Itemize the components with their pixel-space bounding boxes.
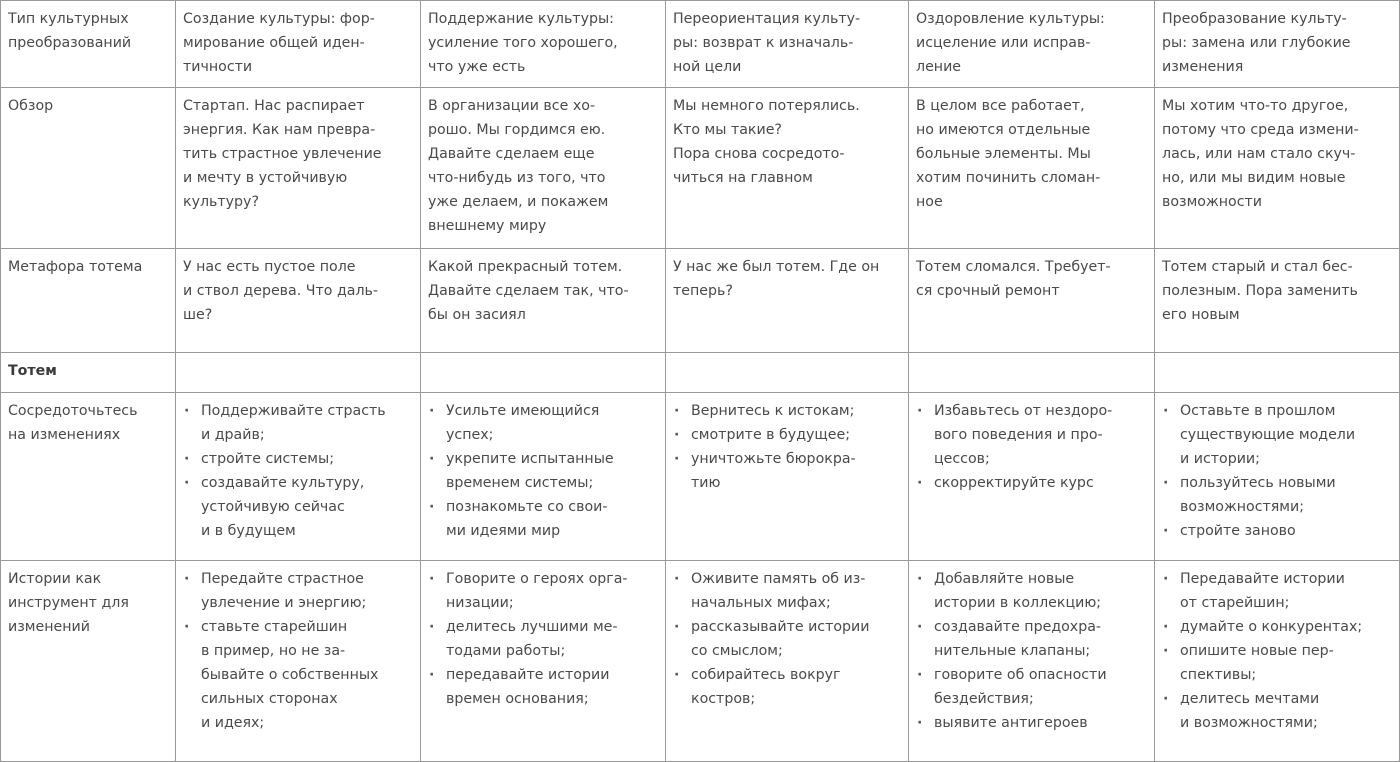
list-item: · передавайте истории времен основания;: [428, 663, 658, 711]
table-cell: Тотем старый и стал бес- полезным. Пора заменить его новым: [1155, 249, 1400, 353]
list-item: · Говорите о героях орга- низации;: [428, 567, 658, 615]
header-cell-maintain: Поддержание культуры: усиление того хорошего, что уже есть: [421, 1, 666, 88]
list-item: · делитесь мечтами и возможностями;: [1162, 687, 1392, 735]
table-cell: Мы хотим что-то другое, потому что среда измени- лась, или нам стало скуч- но, или мы видим новые возможности: [1155, 88, 1400, 249]
list-item: · Поддерживайте страсть и драйв;: [183, 399, 413, 447]
table-cell: Тотем сломался. Требует- ся срочный ремонт: [909, 249, 1155, 353]
table-cell: Какой прекрасный тотем. Давайте сделаем так, что- бы он засиял: [421, 249, 666, 353]
empty-cell: [176, 353, 421, 393]
table-cell: Мы немного потерялись. Кто мы такие? Пора снова сосредото- читься на главном: [666, 88, 909, 249]
section-row-totem: [1, 353, 1400, 393]
list-item: · создавайте культуру, устойчивую сейчас и в будущем: [183, 471, 413, 543]
table-row-focus: [1, 393, 1400, 561]
header-cell-create: Создание культуры: фор- мирование общей иден- тичности: [176, 1, 421, 88]
bullet-cell: [666, 561, 909, 762]
table-row-overview: [1, 88, 1400, 249]
list-item: · рассказывайте истории со смыслом;: [673, 615, 901, 663]
empty-cell: [1155, 353, 1400, 393]
list-item: · уничтожьте бюрокра- тию: [673, 447, 901, 495]
list-item: · стройте системы;: [183, 447, 413, 471]
table-row-stories: [1, 561, 1400, 762]
empty-cell: [909, 353, 1155, 393]
list-item: · создавайте предохра- нительные клапаны;: [916, 615, 1147, 663]
bullet-cell: [1155, 393, 1400, 561]
bullet-cell: [909, 561, 1155, 762]
table-row-metaphor: [1, 249, 1400, 353]
bullet-cell: [421, 393, 666, 561]
list-item: · Вернитесь к истокам;: [673, 399, 901, 423]
bullet-cell: [909, 393, 1155, 561]
list-item: · ставьте старейшин в пример, но не за- бывайте о собственных сильных сторонах и идеях;: [183, 615, 413, 735]
bullet-cell: [176, 561, 421, 762]
table-cell: Стартап. Нас распирает энергия. Как нам превра- тить страстное увлечение и мечту в устойчивую культуру?: [176, 88, 421, 249]
table-cell: У нас же был тотем. Где он теперь?: [666, 249, 909, 353]
section-label-totem: Тотем: [1, 353, 176, 393]
list-item: · Передайте страстное увлечение и энергию;: [183, 567, 413, 615]
bullet-cell: [421, 561, 666, 762]
list-item: · скорректируйте курс: [916, 471, 1147, 495]
row-label-focus: Сосредоточьтесь на изменениях: [1, 393, 176, 561]
list-item: · выявите антигероев: [916, 711, 1147, 735]
list-item: · делитесь лучшими ме- тодами работы;: [428, 615, 658, 663]
row-label-overview: Обзор: [1, 88, 176, 249]
list-item: · Передавайте истории от старейшин;: [1162, 567, 1392, 615]
list-item: · собирайтесь вокруг костров;: [673, 663, 901, 711]
table-cell: В целом все работает, но имеются отдельные больные элементы. Мы хотим починить сломан- ное: [909, 88, 1155, 249]
empty-cell: [666, 353, 909, 393]
header-cell-type: Тип культурных преобразований: [1, 1, 176, 88]
table-cell: У нас есть пустое поле и ствол дерева. Что даль- ше?: [176, 249, 421, 353]
list-item: · Добавляйте новые истории в коллекцию;: [916, 567, 1147, 615]
empty-cell: [421, 353, 666, 393]
list-item: · опишите новые пер- спективы;: [1162, 639, 1392, 687]
bullet-cell: [1155, 561, 1400, 762]
list-item: · стройте заново: [1162, 519, 1392, 543]
list-item: · думайте о конкурентах;: [1162, 615, 1392, 639]
row-label-metaphor: Метафора тотема: [1, 249, 176, 353]
list-item: · Усильте имеющийся успех;: [428, 399, 658, 447]
list-item: · Избавьтесь от нездоро- вого поведения и про- цессов;: [916, 399, 1147, 471]
list-item: · пользуйтесь новыми возможностями;: [1162, 471, 1392, 519]
list-item: · познакомьте со свои- ми идеями мир: [428, 495, 658, 543]
bullet-cell: [176, 393, 421, 561]
row-label-stories: Истории как инструмент для изменений: [1, 561, 176, 762]
list-item: · смотрите в будущее;: [673, 423, 901, 447]
header-cell-reorient: Переориентация культу- ры: возврат к изначаль- ной цели: [666, 1, 909, 88]
header-cell-heal: Оздоровление культуры: исцеление или исправ- ление: [909, 1, 1155, 88]
list-item: · Оживите память об из- начальных мифах;: [673, 567, 901, 615]
list-item: · говорите об опасности бездействия;: [916, 663, 1147, 711]
bullet-cell: [666, 393, 909, 561]
list-item: · Оставьте в прошлом существующие модели и истории;: [1162, 399, 1392, 471]
header-cell-transform: Преобразование культу- ры: замена или глубокие изменения: [1155, 1, 1400, 88]
header-row: [1, 1, 1400, 88]
list-item: · укрепите испытанные временем системы;: [428, 447, 658, 495]
table-cell: В организации все хо- рошо. Мы гордимся ею. Давайте сделаем еще что-нибудь из того, что уже делаем, и покажем внешнему миру: [421, 88, 666, 249]
